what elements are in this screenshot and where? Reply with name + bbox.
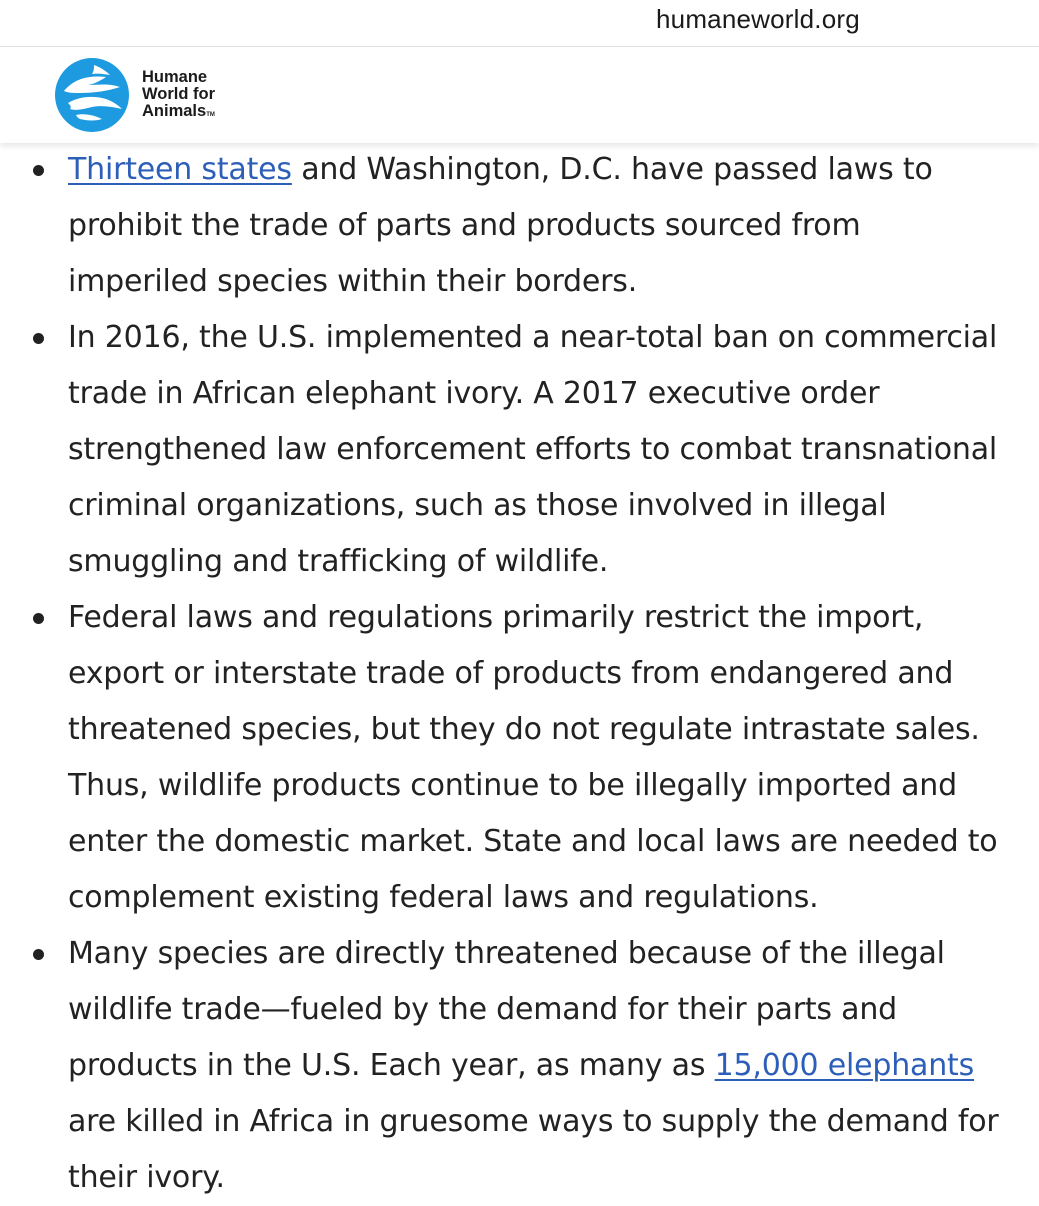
humane-world-logo-icon[interactable] [54,57,130,133]
article-content [0,142,1039,1206]
bullet-icon [33,949,44,960]
bullet-icon [33,333,44,344]
list-item-2 [0,310,1039,590]
thirteen-states-link[interactable]: Thirteen states [68,152,292,187]
list-item-4 [0,926,1039,1206]
list-item-1 [0,142,1039,310]
list-item-4-text-before: Many species are directly threatened because of the illegal wildlife trade—fueled by the demand for their parts and products in the U.S. Each year, as many as [68,936,945,1083]
facts-list [0,142,1039,1206]
logo-line-1: Humane [142,68,208,86]
logo-line-3: AnimalsTM [142,102,215,120]
bullet-icon [33,613,44,624]
list-item-1-text: and Washington, D.C. have passed laws to prohibit the trade of parts and products sourced from imperiled species within their borders. [68,152,933,299]
bullet-icon [33,165,44,176]
logo-line-2: World for [142,85,216,103]
browser-address-bar[interactable] [0,0,1039,47]
site-header [0,47,1039,143]
list-item-2-text: In 2016, the U.S. implemented a near-total ban on commercial trade in African elephant ivory. A 2017 executive order strengthened law enforcement efforts to combat transnational criminal organizations, such as those involved in illegal smuggling and trafficking of wildlife. [68,320,998,579]
list-item-4-text-after: are killed in Africa in gruesome ways to supply the demand for their ivory. [68,1104,999,1195]
trademark-mark: TM [206,112,215,118]
list-item-3 [0,590,1039,926]
list-item-3-text: Federal laws and regulations primarily restrict the import, export or interstate trade of products from endangered and threatened species, but they do not regulate intrastate sales. Thus, wildlife products continue to be illegally imported and enter the domestic market. State and local laws are needed to complement existing federal laws and regulations. [68,600,998,915]
elephants-link[interactable]: 15,000 elephants [714,1048,975,1083]
logo-wordmark[interactable] [142,69,215,124]
url-text[interactable]: humaneworld.org [656,4,860,34]
